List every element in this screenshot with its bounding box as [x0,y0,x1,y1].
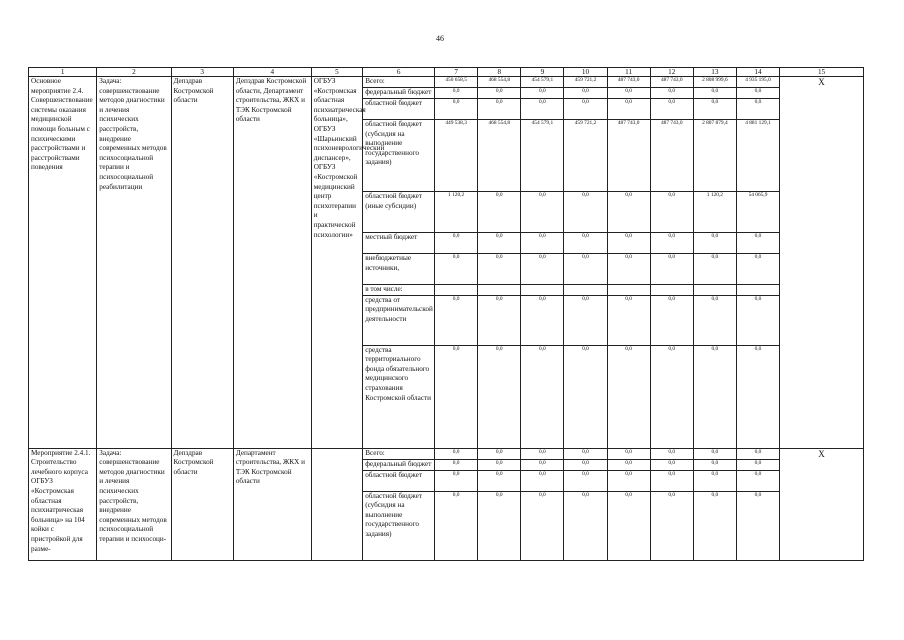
value-cell: 0,0 [650,88,693,99]
column-header: 8 [478,68,521,77]
value-cell: 454 579,1 [521,120,564,192]
value-cell: 0,0 [521,254,564,285]
funding-source-cell: средства территориального фонда обязательного медицинского страхования Костромской области [363,345,435,448]
funding-source-cell: средства от предпринимательской деятельности [363,295,435,345]
funding-source-cell: федеральный бюджет [363,459,435,470]
value-cell: 0,0 [693,448,736,459]
value-cell: 0,0 [435,470,478,491]
value-cell: 0,0 [693,233,736,254]
responsible-cell: Депздрав Костромской области [171,77,233,449]
value-cell: 0,0 [607,192,650,233]
value-cell: 0,0 [564,470,607,491]
value-cell: 0,0 [478,491,521,560]
funding-source-cell: областной бюджет (субсидия на выполнение государственного задания) [363,120,435,192]
value-cell: 0,0 [564,88,607,99]
value-cell: 0,0 [693,491,736,560]
value-cell: 0,0 [650,345,693,448]
value-cell: 2 807 879,4 [693,120,736,192]
value-cell: 459 721,2 [564,120,607,192]
value-cell: 0,0 [607,491,650,560]
value-cell: 487 743,0 [650,120,693,192]
value-cell: 0,0 [693,345,736,448]
value-cell [435,285,478,296]
value-cell: 0,0 [607,88,650,99]
value-cell: 0,0 [650,459,693,470]
column-header: 11 [607,68,650,77]
value-cell: 0,0 [478,192,521,233]
value-cell: 0,0 [435,345,478,448]
value-cell: 0,0 [736,233,779,254]
value-cell: 0,0 [736,491,779,560]
activity-name-cell: Мероприятие 2.4.1. Строительство лечебного корпуса ОГБУЗ «Костромская областная психиатрическая больница» на 104 койки с пристройкой для разме- [29,448,97,560]
responsible-cell: Депздрав Костромской области [171,448,233,560]
value-cell: 0,0 [564,192,607,233]
value-cell: 0,0 [435,448,478,459]
value-cell: 0,0 [478,88,521,99]
value-cell: 0,0 [478,345,521,448]
participants-cell: ОГБУЗ «Костромская областная психиатрическая больница», ОГБУЗ «Шарьинский психоневрологический диспансер», ОГБУЗ «Костромской медицинский центр психотерапии и практической психологии» [311,77,363,449]
value-cell: 0,0 [564,295,607,345]
value-cell: 0,0 [607,254,650,285]
value-cell: 0,0 [607,99,650,120]
value-cell: 0,0 [478,99,521,120]
value-cell: 0,0 [478,470,521,491]
value-cell [607,285,650,296]
value-cell: 0,0 [693,295,736,345]
value-cell [736,285,779,296]
value-cell: 0,0 [521,345,564,448]
result-cell: X [780,448,864,560]
value-cell: 487 743,0 [607,120,650,192]
value-cell: 0,0 [478,254,521,285]
value-cell: 487 743,0 [607,77,650,88]
column-header: 10 [564,68,607,77]
value-cell: 0,0 [435,88,478,99]
value-cell [693,285,736,296]
value-cell: 0,0 [435,99,478,120]
value-cell: 0,0 [564,99,607,120]
value-cell: 0,0 [736,99,779,120]
value-cell: 0,0 [564,345,607,448]
value-cell: 0,0 [521,233,564,254]
value-cell: 0,0 [607,295,650,345]
table-row [29,77,864,88]
funding-source-cell: в том числе: [363,285,435,296]
task-cell: Задача: совершенствование методов диагностики и лечения психических расстройств, внедрение современных методов психосоциальной терапии и психосоциальной реабилитации [97,77,171,449]
column-header: 13 [693,68,736,77]
column-header: 4 [233,68,311,77]
task-cell: Задача: совершенствование методов диагностики и лечения психических расстройств, внедрение современных методов психосоциальной терапии и психосоци- [97,448,171,560]
value-cell: 0,0 [650,491,693,560]
value-cell: 0,0 [478,295,521,345]
value-cell: 0,0 [736,88,779,99]
value-cell: 0,0 [435,491,478,560]
value-cell: 0,0 [650,99,693,120]
value-cell: 0,0 [650,470,693,491]
column-header: 9 [521,68,564,77]
value-cell: 0,0 [650,448,693,459]
column-header: 7 [435,68,478,77]
value-cell: 0,0 [607,233,650,254]
coexecutor-cell: Депздрав Костромской области, Департамент строительства, ЖКХ и ТЭК Костромской области [233,77,311,449]
value-cell: 468 554,8 [478,77,521,88]
value-cell: 0,0 [435,233,478,254]
value-cell: 459 721,2 [564,77,607,88]
value-cell: 449 538,3 [435,120,478,192]
funding-source-cell: внебюджетные источники, [363,254,435,285]
value-cell: 1 120,2 [693,192,736,233]
value-cell: 0,0 [736,295,779,345]
value-cell: 0,0 [564,448,607,459]
value-cell: 0,0 [521,99,564,120]
column-header: 1 [29,68,97,77]
value-cell: 0,0 [521,459,564,470]
column-header: 2 [97,68,171,77]
funding-source-cell: областной бюджет (иные субсидии) [363,192,435,233]
value-cell: 487 743,0 [650,77,693,88]
value-cell: 1 120,2 [435,192,478,233]
header-row [29,68,864,77]
value-cell [564,285,607,296]
value-cell: 0,0 [736,470,779,491]
funding-source-cell: федеральный бюджет [363,88,435,99]
value-cell: 0,0 [736,459,779,470]
value-cell: 0,0 [435,254,478,285]
value-cell: 0,0 [736,254,779,285]
value-cell: 0,0 [693,470,736,491]
column-header: 6 [363,68,435,77]
column-header: 5 [311,68,363,77]
value-cell: 0,0 [693,254,736,285]
value-cell: 0,0 [521,491,564,560]
value-cell: 0,0 [564,459,607,470]
value-cell [650,285,693,296]
value-cell: 0,0 [521,470,564,491]
value-cell: 0,0 [564,233,607,254]
page-number: 46 [436,34,444,43]
result-cell: X [780,77,864,449]
value-cell: 0,0 [478,459,521,470]
column-header: 3 [171,68,233,77]
funding-source-cell: местный бюджет [363,233,435,254]
value-cell: 0,0 [650,295,693,345]
value-cell: 0,0 [693,88,736,99]
value-cell [521,285,564,296]
coexecutor-cell: Департамент строительства, ЖКХ и ТЭК Костромской области [233,448,311,560]
activity-name-cell: Основное мероприятие 2.4. Совершенствование системы оказания медицинской помощи больным с психическими расстройствами и расстройствами поведения [29,77,97,449]
value-cell: 0,0 [650,254,693,285]
value-cell: 0,0 [478,448,521,459]
value-cell: 54 065,9 [736,192,779,233]
value-cell: 0,0 [607,459,650,470]
value-cell: 0,0 [564,254,607,285]
value-cell: 0,0 [435,295,478,345]
budget-table [28,67,864,561]
value-cell: 4 881 129,1 [736,120,779,192]
value-cell: 454 579,1 [521,77,564,88]
value-cell: 4 935 195,0 [736,77,779,88]
value-cell [478,285,521,296]
value-cell: 0,0 [693,99,736,120]
value-cell: 0,0 [478,233,521,254]
value-cell: 0,0 [607,448,650,459]
funding-source-cell: Всего: [363,77,435,88]
column-header: 15 [780,68,864,77]
value-cell: 0,0 [435,459,478,470]
value-cell: 0,0 [564,491,607,560]
value-cell: 0,0 [521,192,564,233]
value-cell: 450 658,5 [435,77,478,88]
value-cell: 0,0 [650,192,693,233]
value-cell: 0,0 [607,470,650,491]
column-header: 12 [650,68,693,77]
participants-cell [311,448,363,560]
value-cell: 0,0 [521,295,564,345]
column-header: 14 [736,68,779,77]
table-row [29,448,864,459]
value-cell: 0,0 [521,448,564,459]
value-cell: 0,0 [693,459,736,470]
value-cell: 2 808 999,6 [693,77,736,88]
funding-source-cell: Всего: [363,448,435,459]
value-cell: 0,0 [607,345,650,448]
funding-source-cell: областной бюджет (субсидия на выполнение государственного задания) [363,491,435,560]
value-cell: 468 554,8 [478,120,521,192]
funding-source-cell: областной бюджет [363,470,435,491]
funding-source-cell: областной бюджет [363,99,435,120]
value-cell: 0,0 [736,448,779,459]
value-cell: 0,0 [736,345,779,448]
value-cell: 0,0 [650,233,693,254]
value-cell: 0,0 [521,88,564,99]
